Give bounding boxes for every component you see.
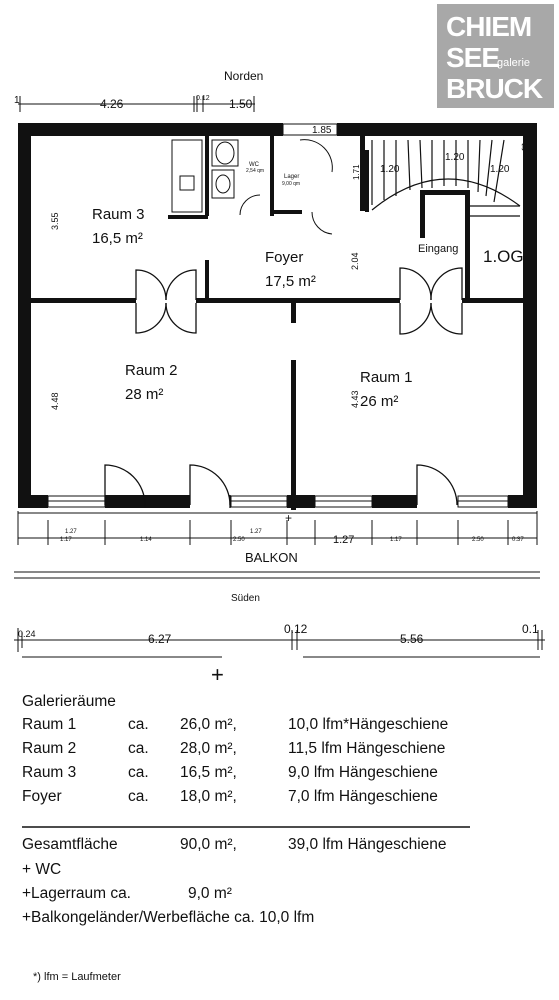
- dim-south-0: 0.24: [18, 629, 36, 639]
- row-area: 28,0 m²,: [180, 740, 237, 757]
- stair-railing: [365, 150, 369, 212]
- logo-line-2: SEE: [446, 42, 500, 73]
- table-heading: Galerieräume: [22, 693, 116, 710]
- dim-bottom-3: 1.27: [250, 529, 262, 535]
- row-area: 16,5 m²,: [180, 764, 237, 781]
- floor-label: 1.OG: [483, 247, 524, 266]
- row-room: Raum 3: [22, 764, 77, 781]
- dim-center-lower: 4.43: [350, 390, 360, 408]
- balcony-label: BALKON: [245, 550, 298, 565]
- dim-bottom-2: 1.14: [140, 537, 152, 543]
- row-ca: ca.: [128, 740, 149, 757]
- row-rail: 9,0 lfm Hängeschiene: [288, 764, 438, 781]
- foyer-area: 17,5 m²: [265, 273, 316, 290]
- dim-bottom-1: 1.17: [60, 537, 72, 543]
- dim-top-1: 4.26: [100, 97, 124, 111]
- dim-bottom-plus: +: [285, 511, 293, 525]
- dim-south-1: 6.27: [148, 632, 172, 646]
- crosshair-mark: +: [211, 662, 224, 687]
- dim-bottom-4: 2.50: [233, 537, 245, 543]
- row-ca: ca.: [128, 764, 149, 781]
- room-1-name: Raum 1: [360, 369, 413, 386]
- room-2-area: 28 m²: [125, 386, 164, 403]
- dim-bottom-6: 1.17: [390, 537, 402, 543]
- dim-stair-3: 1.20: [490, 164, 510, 175]
- dim-bottom-5: 1.27: [333, 534, 355, 546]
- dim-top-0: 1: [14, 95, 20, 106]
- south-label: Süden: [231, 593, 260, 604]
- outer-walls: [18, 123, 537, 508]
- row-ca: ca.: [128, 788, 149, 805]
- dim-stair-2: 1.20: [445, 152, 465, 163]
- row-room: Foyer: [22, 788, 62, 805]
- extra-storage-label: +Lagerraum ca.: [22, 885, 131, 902]
- room-1-area: 26 m²: [360, 393, 399, 410]
- row-area: 26,0 m²,: [180, 716, 237, 733]
- entrance-label: Eingang: [418, 243, 459, 255]
- room-3-area: 16,5 m²: [92, 230, 143, 247]
- top-dimension-line: [18, 96, 255, 112]
- dim-center-upper: 2.04: [350, 252, 360, 270]
- storage-label: Lager: [284, 174, 300, 180]
- north-label: Norden: [224, 69, 264, 83]
- room-2-name: Raum 2: [125, 362, 178, 379]
- dim-stair-1: 1.20: [380, 164, 400, 175]
- extra-balcony: +Balkongeländer/Werbefläche ca. 10,0 lfm: [22, 909, 315, 926]
- dim-south-3: 5.56: [400, 632, 424, 646]
- total-label: Gesamtfläche: [22, 836, 118, 853]
- row-rail: 11,5 lfm Hängeschiene: [288, 740, 446, 757]
- dim-left-lower: 4.48: [50, 392, 60, 410]
- wc-label: WC: [249, 162, 259, 168]
- dim-south-2: 0.12: [284, 622, 308, 636]
- dim-bottom-7: 2.50: [472, 537, 484, 543]
- dim-left-upper: 3.55: [50, 212, 60, 230]
- row-area: 18,0 m²,: [180, 788, 237, 805]
- row-room: Raum 2: [22, 740, 77, 757]
- stair-arrow-icon: ↕: [520, 139, 526, 153]
- extra-wc: + WC: [22, 861, 62, 878]
- total-area: 90,0 m²,: [180, 836, 237, 853]
- dim-window-top: 1.85: [312, 125, 332, 136]
- extra-storage-area: 9,0 m²: [188, 885, 232, 902]
- row-room: Raum 1: [22, 716, 77, 733]
- dim-bottom-0: 1.27: [65, 529, 77, 535]
- row-ca: ca.: [128, 716, 149, 733]
- dim-top-3: 1.50: [229, 97, 253, 111]
- bottom-dimension-lines: [14, 511, 540, 578]
- dim-bottom-8: 0.37: [512, 537, 524, 543]
- south-dimension-line: [14, 628, 545, 657]
- row-rail: 10,0 lfm*Hängeschiene: [288, 716, 449, 733]
- room-3-name: Raum 3: [92, 206, 145, 223]
- row-rail: 7,0 lfm Hängeschiene: [288, 788, 438, 805]
- logo-line-1: CHIEM: [446, 11, 532, 42]
- interior-walls: [31, 136, 523, 510]
- footnote: *) lfm = Laufmeter: [33, 971, 121, 983]
- logo-sub: galerie: [497, 57, 531, 69]
- dim-center-top: 1.71: [352, 164, 361, 180]
- logo-line-3: BRUCK: [446, 73, 543, 104]
- dim-south-4: 0.1: [522, 622, 539, 636]
- dim-top-2: 0.12: [196, 95, 210, 102]
- wc-fixtures: [172, 140, 332, 234]
- wc-area: 2,54 qm: [246, 168, 265, 174]
- total-rail: 39,0 lfm Hängeschiene: [288, 836, 447, 853]
- storage-area: 9,00 qm: [282, 181, 301, 187]
- foyer-name: Foyer: [265, 249, 304, 266]
